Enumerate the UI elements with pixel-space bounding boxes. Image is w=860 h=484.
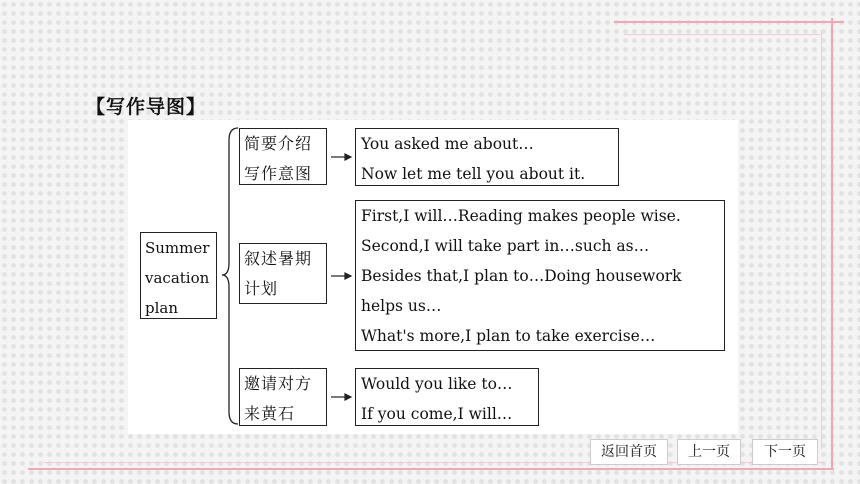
curly-brace (222, 128, 238, 424)
arrow-3 (331, 394, 351, 400)
mind-map-diagram (128, 120, 738, 434)
top-border-line-2 (624, 34, 820, 35)
root-box (140, 232, 217, 319)
content-line: If you come,I will… (361, 405, 513, 423)
content-line: Second,I will take part in…such as… (361, 237, 650, 255)
next-page-button[interactable]: 下一页 (752, 439, 818, 465)
branch-label-line: 邀请对方 (244, 374, 313, 393)
arrow-2 (331, 273, 351, 279)
right-border-line-2 (821, 30, 822, 450)
section-title: 【写作导图】 (86, 96, 207, 118)
branch-content-box-intro (355, 128, 619, 186)
top-border-line (614, 21, 844, 23)
content-line: Besides that,I plan to…Doing housework (361, 267, 682, 285)
arrow-1 (331, 154, 351, 160)
branch-content-box-plan (355, 200, 725, 351)
branch-label-line: 叙述暑期 (244, 249, 313, 268)
right-border-line (831, 18, 833, 468)
branch-label-line: 简要介绍 (244, 134, 313, 153)
prev-page-button[interactable]: 上一页 (677, 439, 741, 465)
branch-label-box-invite (239, 368, 327, 426)
content-line: You asked me about… (361, 135, 534, 153)
content-line: First,I will…Reading makes people wise. (361, 207, 681, 225)
branch-label-box-intro (239, 128, 327, 185)
branch-label-line: 来黄石 (244, 404, 296, 423)
branch-label-line: 计划 (244, 279, 279, 298)
bottom-border-line (28, 468, 834, 470)
content-line: Now let me tell you about it. (361, 165, 586, 183)
root-line: vacation (145, 269, 210, 287)
branch-label-line: 写作意图 (244, 164, 313, 183)
content-line: Would you like to… (361, 375, 513, 393)
branch-label-box-plan (239, 243, 327, 304)
root-line: plan (145, 299, 179, 317)
content-line: What's more,I plan to take exercise… (361, 327, 656, 345)
home-button[interactable]: 返回首页 (590, 439, 668, 465)
content-line: helps us… (361, 297, 442, 315)
root-line: Summer (145, 239, 210, 257)
branch-content-box-invite (355, 368, 539, 426)
